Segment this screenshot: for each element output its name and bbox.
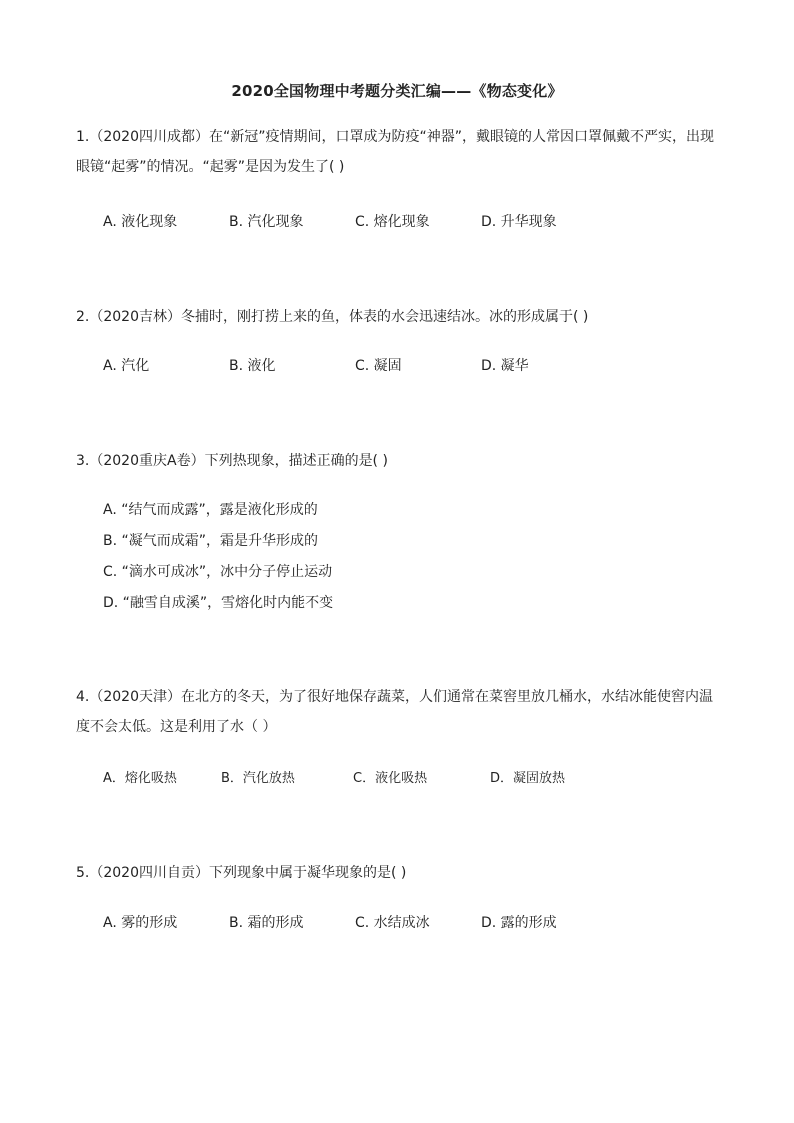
question-3-option-b: B. “凝气而成霜”，霜是升华形成的: [103, 533, 319, 549]
question-3-option-a: A. “结气而成露”，露是液化形成的: [103, 502, 318, 518]
question-2-option-a: A. 汽化: [103, 358, 150, 374]
question-3-option-d: D. “融雪自成溪”，雪熔化时内能不变: [103, 595, 334, 611]
question-2-option-d: D. 凝华: [481, 358, 529, 374]
question-5-option-a: A. 雾的形成: [103, 915, 178, 931]
question-4-stem: 4.（2020天津）在北方的冬天，为了很好地保存蔬菜，人们通常在菜窖里放几桶水，水结冰能使窖内温度不会太低。这是利用了水（ ）: [76, 689, 713, 735]
question-2-option-c: C. 凝固: [355, 358, 402, 374]
question-1-option-d: D. 升华现象: [481, 214, 557, 230]
question-1-stem: 1.（2020四川成都）在“新冠”疫情期间，口罩成为防疫“神器”，戴眼镜的人常因口罩佩戴不严实，出现眼镜“起雾”的情况。“起雾”是因为发生了( ): [76, 129, 714, 175]
question-2-option-b: B. 液化: [229, 358, 276, 374]
question-5-option-b: B. 霜的形成: [229, 915, 304, 931]
question-1-option-c: C. 熔化现象: [355, 214, 430, 230]
question-4-option-c: C．液化吸热: [353, 771, 428, 786]
question-3-option-c: C. “滴水可成冰”，冰中分子停止运动: [103, 564, 333, 580]
question-1-option-a: A. 液化现象: [103, 214, 178, 230]
document-title: 2020全国物理中考题分类汇编——《物态变化》: [231, 82, 563, 100]
question-5-option-c: C. 水结成冰: [355, 915, 430, 931]
question-4-option-d: D．凝固放热: [490, 771, 566, 786]
question-5-option-d: D. 露的形成: [481, 915, 557, 931]
question-1-option-b: B. 汽化现象: [229, 214, 304, 230]
question-2-stem: 2.（2020吉林）冬捕时，刚打捞上来的鱼，体表的水会迅速结冰。冰的形成属于( ): [76, 309, 589, 325]
question-3-stem: 3.（2020重庆A卷）下列热现象，描述正确的是( ): [76, 453, 388, 469]
question-5-stem: 5.（2020四川自贡）下列现象中属于凝华现象的是( ): [76, 865, 407, 881]
question-4-option-b: B．汽化放热: [221, 771, 295, 786]
question-4-option-a: A．熔化吸热: [103, 771, 177, 786]
